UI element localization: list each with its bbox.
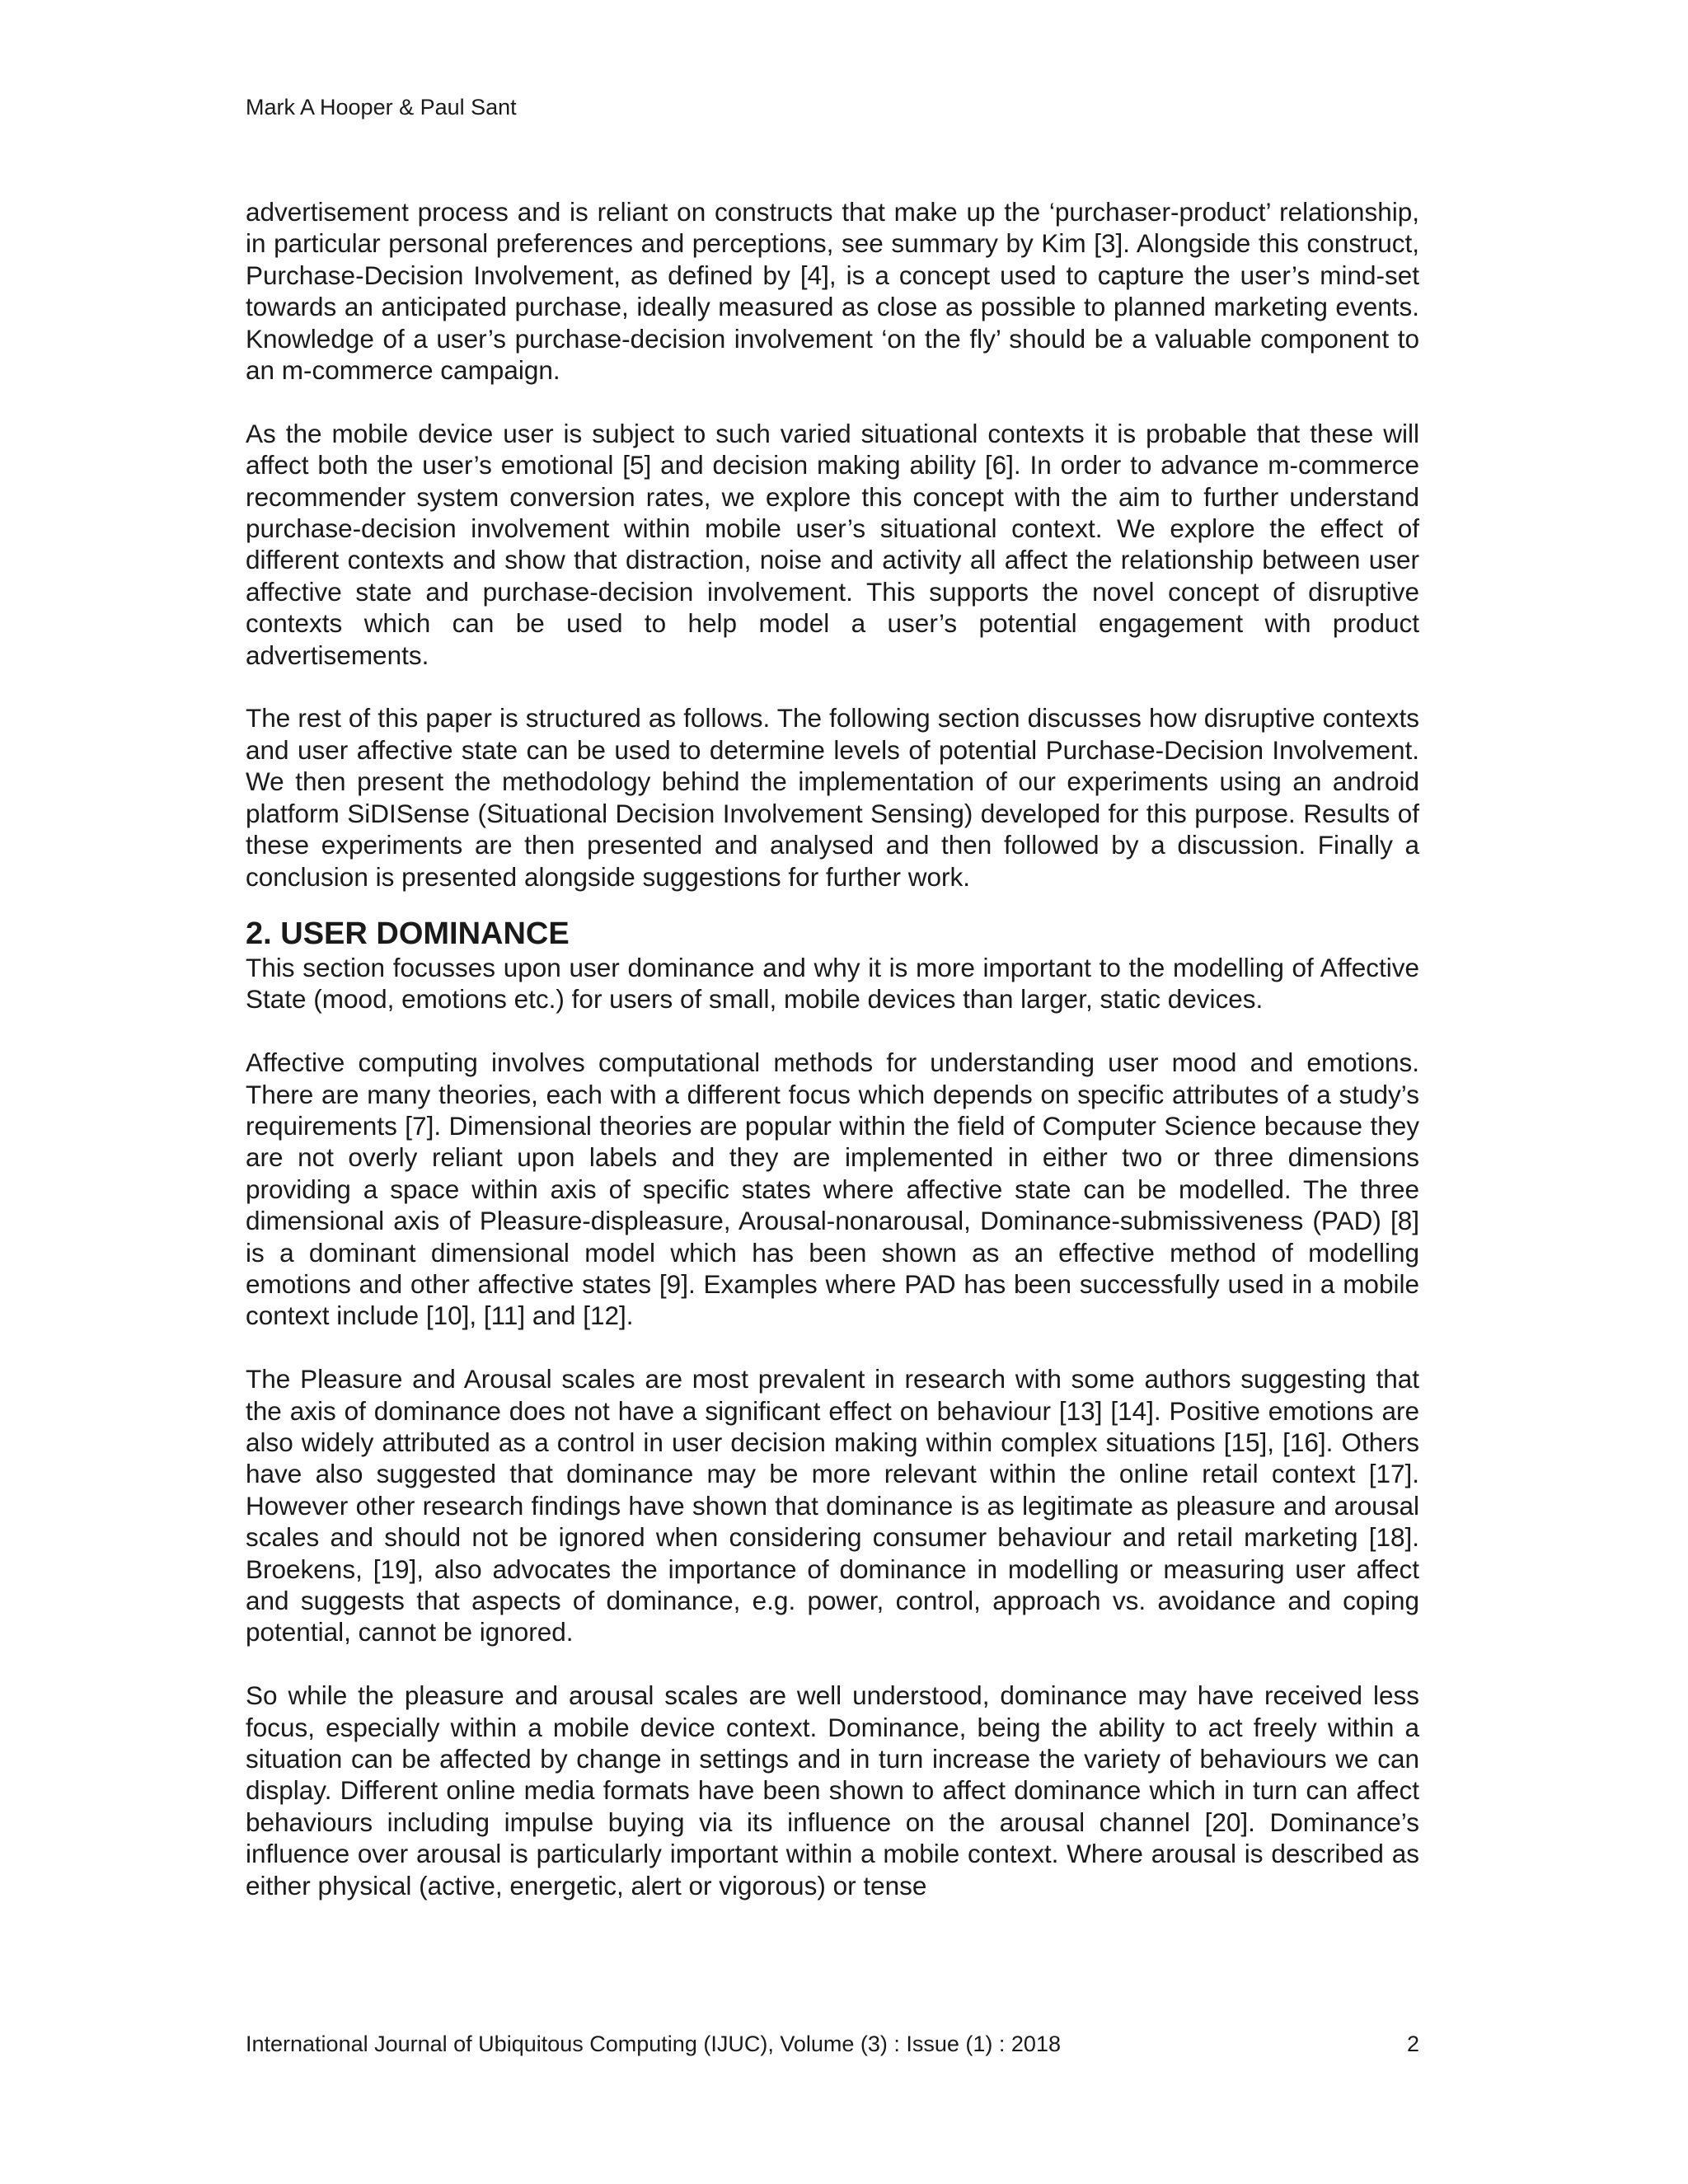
paragraph-intro-2: As the mobile device user is subject to such varied situational contexts it is probable that these will affect both the user’s emotional [5] and decision making ability [6]. In order to advance m-commerce recommender system conversion rates, we explore this concept with the aim to further understand purchase-decision involvement within mobile user’s situational context. We explore the effect of different contexts and show that distraction, noise and activity all affect the relationship between user affective state and purchase-decision involvement. This supports the novel concept of disruptive contexts which can be used to help model a user’s potential engagement with product advertisements.	[246, 418, 1419, 670]
paragraph-section-4: So while the pleasure and arousal scales are well understood, dominance may have received less focus, especially within a mobile device context. Dominance, being the ability to act freely within a situation can be affected by change in settings and in turn increase the variety of behaviours we can display. Different online media formats have been shown to affect dominance which in turn can affect behaviours including impulse buying via its influence on the arousal channel [20]. Dominance’s influence over arousal is particularly important within a mobile context. Where arousal is described as either physical (active, energetic, alert or vigorous) or tense	[246, 1680, 1419, 1900]
paragraph-section-3: The Pleasure and Arousal scales are most prevalent in research with some authors suggesting that the axis of dominance does not have a significant effect on behaviour [13] [14]. Positive emotions are also widely attributed as a control in user decision making within complex situations [15], [16]. Others have also suggested that dominance may be more relevant within the online retail context [17]. However other research findings have shown that dominance is as legitimate as pleasure and arousal scales and should not be ignored when considering consumer behaviour and retail marketing [18]. Broekens, [19], also advocates the importance of dominance in modelling or measuring user affect and suggests that aspects of dominance, e.g. power, control, approach vs. avoidance and coping potential, cannot be ignored.	[246, 1364, 1419, 1647]
section-heading: 2. USER DOMINANCE	[246, 916, 570, 951]
paragraph-section-2: Affective computing involves computational methods for understanding user mood and emotions. There are many theories, each with a different focus which depends on specific attributes of a study’s requirements [7]. Dimensional theories are popular within the field of Computer Science because they are not overly reliant upon labels and they are implemented in either two or three dimensions providing a space within axis of specific states where affective state can be modelled. The three dimensional axis of Pleasure-displeasure, Arousal-nonarousal, Dominance-submissiveness (PAD) [8] is a dominant dimensional model which has been shown as an effective method of modelling emotions and other affective states [9]. Examples where PAD has been successfully used in a mobile context include [10], [11] and [12].	[246, 1047, 1419, 1331]
running-header-authors: Mark A Hooper & Paul Sant	[246, 95, 517, 120]
page-footer	[246, 2031, 1419, 2057]
page-body	[246, 196, 1419, 1933]
paragraph-intro-3: The rest of this paper is structured as follows. The following section discusses how disruptive contexts and user affective state can be used to determine levels of potential Purchase-Decision Involvement. We then present the methodology behind the implementation of our experiments using an android platform SiDISense (Situational Decision Involvement Sensing) developed for this purpose. Results of these experiments are then presented and analysed and then followed by a discussion. Finally a conclusion is presented alongside suggestions for further work.	[246, 703, 1419, 892]
paragraph-section-1: This section focusses upon user dominance and why it is more important to the modelling of Affective State (mood, emotions etc.) for users of small, mobile devices than larger, static devices.	[246, 952, 1419, 1015]
footer-page-number: 2	[1406, 2032, 1419, 2056]
footer-journal-citation: International Journal of Ubiquitous Computing (IJUC), Volume (3) : Issue (1) : 2018	[246, 2032, 1061, 2056]
paragraph-intro-1: advertisement process and is reliant on constructs that make up the ‘purchaser-product’ relationship, in particular personal preferences and perceptions, see summary by Kim [3]. Alongside this construct, Purchase-Decision Involvement, as defined by [4], is a concept used to capture the user’s mind-set towards an anticipated purchase, ideally measured as close as possible to planned marketing events. Knowledge of a user’s purchase-decision involvement ‘on the fly’ should be a valuable component to an m-commerce campaign.	[246, 197, 1419, 386]
